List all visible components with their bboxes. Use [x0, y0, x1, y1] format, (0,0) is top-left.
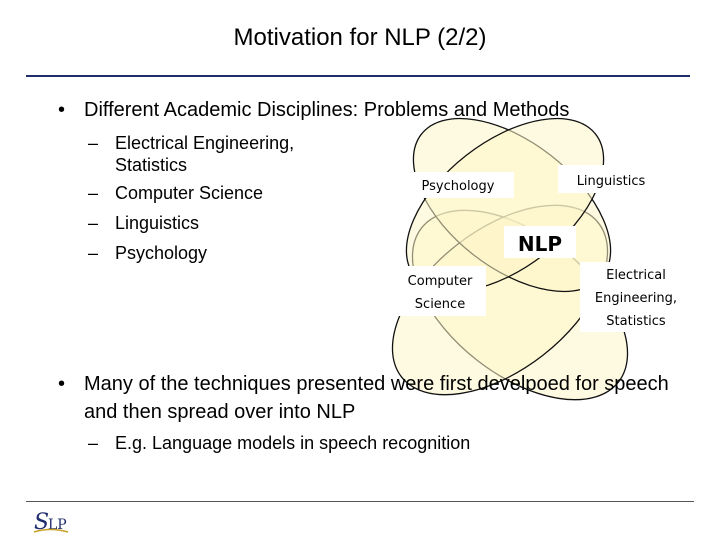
slide-title: Motivation for NLP (2/2): [233, 24, 487, 51]
electrical-label-line1: Electrical: [606, 268, 666, 283]
logo-initial-s: S: [34, 510, 50, 535]
electrical-label-line2: Engineering,: [594, 291, 678, 306]
linguistics-label: Linguistics: [576, 174, 646, 189]
logo-initials-lp: LP: [48, 517, 67, 533]
dash-marker: –: [88, 243, 99, 263]
bullet-text: Many of the techniques presented were first develpoed for speech and then spread over into NLP: [84, 373, 669, 423]
sub-item-label: Computer Science: [115, 183, 264, 203]
sub-item-label: E.g. Language models in speech recognition: [115, 433, 471, 453]
sub-item-label: Psychology: [115, 243, 208, 263]
bullet-marker: •: [58, 99, 66, 121]
bullet-marker: •: [58, 373, 66, 395]
computer-science-label-line1: Computer: [407, 274, 473, 289]
footer-divider: [26, 501, 694, 502]
slp-logo: [32, 505, 72, 537]
computer-science-label-line2: Science: [414, 297, 466, 312]
bullet-text: Different Academic Disciplines: Problems and Methods: [84, 99, 570, 121]
dash-marker: –: [88, 433, 99, 453]
nlp-label: NLP: [517, 232, 563, 256]
dash-marker: –: [88, 183, 99, 203]
dash-marker: –: [88, 133, 99, 153]
sub-item-label-continued: Statistics: [115, 155, 188, 175]
dash-marker: –: [88, 213, 99, 233]
sub-item-label: Electrical Engineering,: [115, 133, 295, 153]
psychology-label: Psychology: [421, 179, 495, 194]
sub-item-label: Linguistics: [115, 213, 200, 233]
electrical-label-line3: Statistics: [606, 314, 666, 329]
